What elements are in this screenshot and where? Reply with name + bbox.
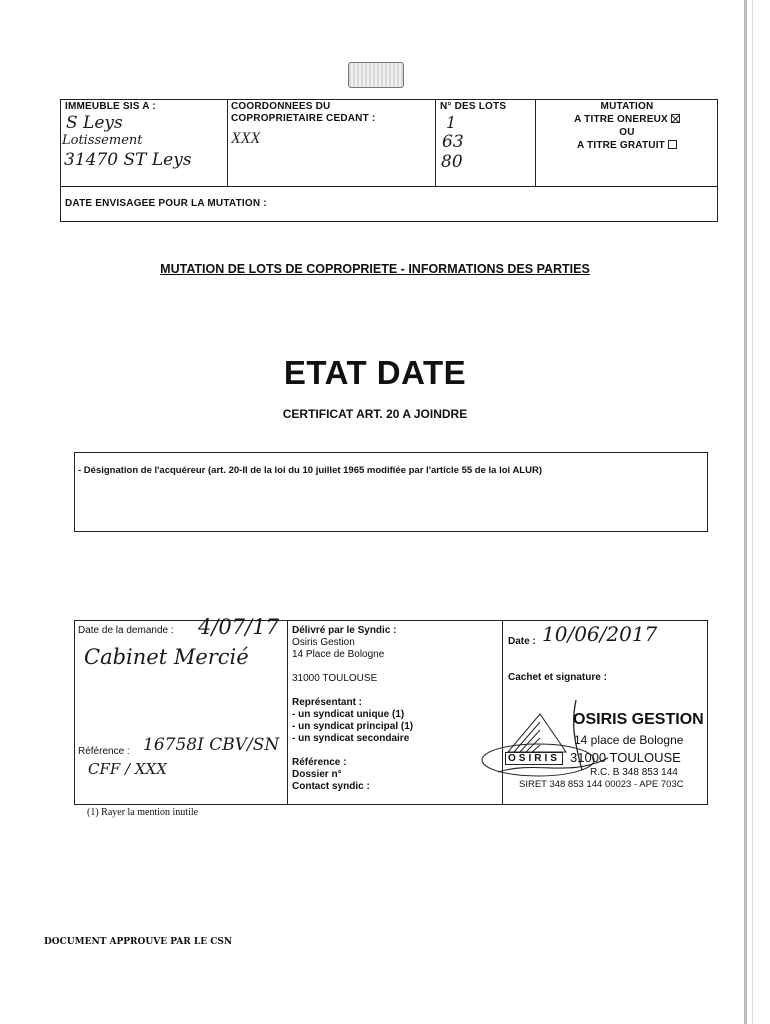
ou-label: OU (619, 127, 635, 138)
table-col-divider (287, 620, 288, 805)
reference2-label: Référence : (292, 757, 347, 768)
demande-value: 4/07/17 (198, 615, 279, 639)
coord-label-1: COORDONNEES DU (231, 101, 331, 112)
stamp-siret: SIRET 348 853 144 00023 - APE 703C (519, 779, 684, 790)
lots-label: N° DES LOTS (440, 101, 507, 112)
lot-1: 1 (446, 113, 457, 132)
page-number-stamp (348, 62, 404, 88)
date-value: 10/06/2017 (542, 622, 658, 646)
stamp-city: 31000 TOULOUSE (570, 750, 681, 765)
representant-option-principal: - un syndicat principal (1) (292, 721, 414, 732)
page-title: ETAT DATE (283, 354, 467, 391)
acquereur-box (74, 452, 708, 532)
stamp-logo-text: OSIRIS (505, 752, 563, 765)
gratuit-label: A TITRE GRATUIT (577, 140, 665, 151)
coord-value: XXX (231, 130, 261, 147)
immeuble-label: IMMEUBLE SIS A : (65, 101, 156, 112)
lot-63: 63 (442, 132, 464, 152)
footnote: (1) Rayer la mention inutile (87, 807, 199, 818)
representant-option-secondaire: - un syndicat secondaire (292, 733, 410, 744)
onereux-checkbox[interactable] (671, 114, 680, 123)
certificat-subtitle: CERTIFICAT ART. 20 A JOINDRE (282, 407, 468, 421)
syndic-city: 31000 TOULOUSE (292, 673, 378, 684)
stamp-address: 14 place de Bologne (574, 733, 684, 747)
page-edge (744, 0, 747, 1024)
lot-80: 80 (441, 152, 463, 172)
immeuble-line-2: Lotissement (62, 133, 143, 148)
acquereur-label: - Désignation de l'acquéreur (art. 20-II de la loi du 10 juillet 1965 modifiée par l'article 55 de la loi ALUR) (78, 465, 542, 476)
onereux-row (536, 114, 718, 126)
gratuit-row (536, 140, 718, 152)
coord-label-2: COPROPRIETAIRE CEDANT : (231, 113, 376, 124)
syndic-name: Osiris Gestion (292, 637, 355, 648)
date-label: Date : (508, 636, 536, 647)
syndic-address: 14 Place de Bologne (292, 649, 385, 660)
representant-option-unique: - un syndicat unique (1) (292, 709, 405, 720)
dossier-label: Dossier n° (292, 769, 342, 780)
contact-label: Contact syndic : (292, 781, 370, 792)
date-mutation-label: DATE ENVISAGEE POUR LA MUTATION : (65, 198, 267, 209)
table-divider (60, 186, 718, 187)
footer-approval: DOCUMENT APPROUVE PAR LE CSN (44, 937, 233, 947)
demande-label: Date de la demande : (78, 625, 174, 636)
representant-label: Représentant : (292, 697, 363, 708)
cachet-label: Cachet et signature : (508, 672, 607, 683)
cabinet-name: Cabinet Mercié (84, 645, 249, 669)
immeuble-line-1: S Leys (66, 113, 123, 133)
gratuit-checkbox[interactable] (668, 140, 677, 149)
immeuble-line-3: 31470 ST Leys (64, 150, 192, 170)
reference-value: 16758I CBV/SN (143, 735, 280, 755)
stamp-company-name: OSIRIS GESTION (573, 711, 704, 728)
stamp-rc: R.C. B 348 853 144 (590, 767, 678, 778)
page-edge-secondary (752, 0, 753, 1024)
reference-label: Référence : (78, 746, 130, 757)
mutation-label: MUTATION (600, 101, 654, 112)
cff-value: CFF / XXX (88, 760, 167, 778)
table-col-divider (435, 99, 436, 187)
onereux-label: A TITRE ONEREUX (574, 114, 668, 125)
section-title: MUTATION DE LOTS DE COPROPRIETE - INFORMATIONS DES PARTIES (160, 262, 590, 276)
delivre-label: Délivré par le Syndic : (292, 625, 397, 636)
table-col-divider (227, 99, 228, 187)
